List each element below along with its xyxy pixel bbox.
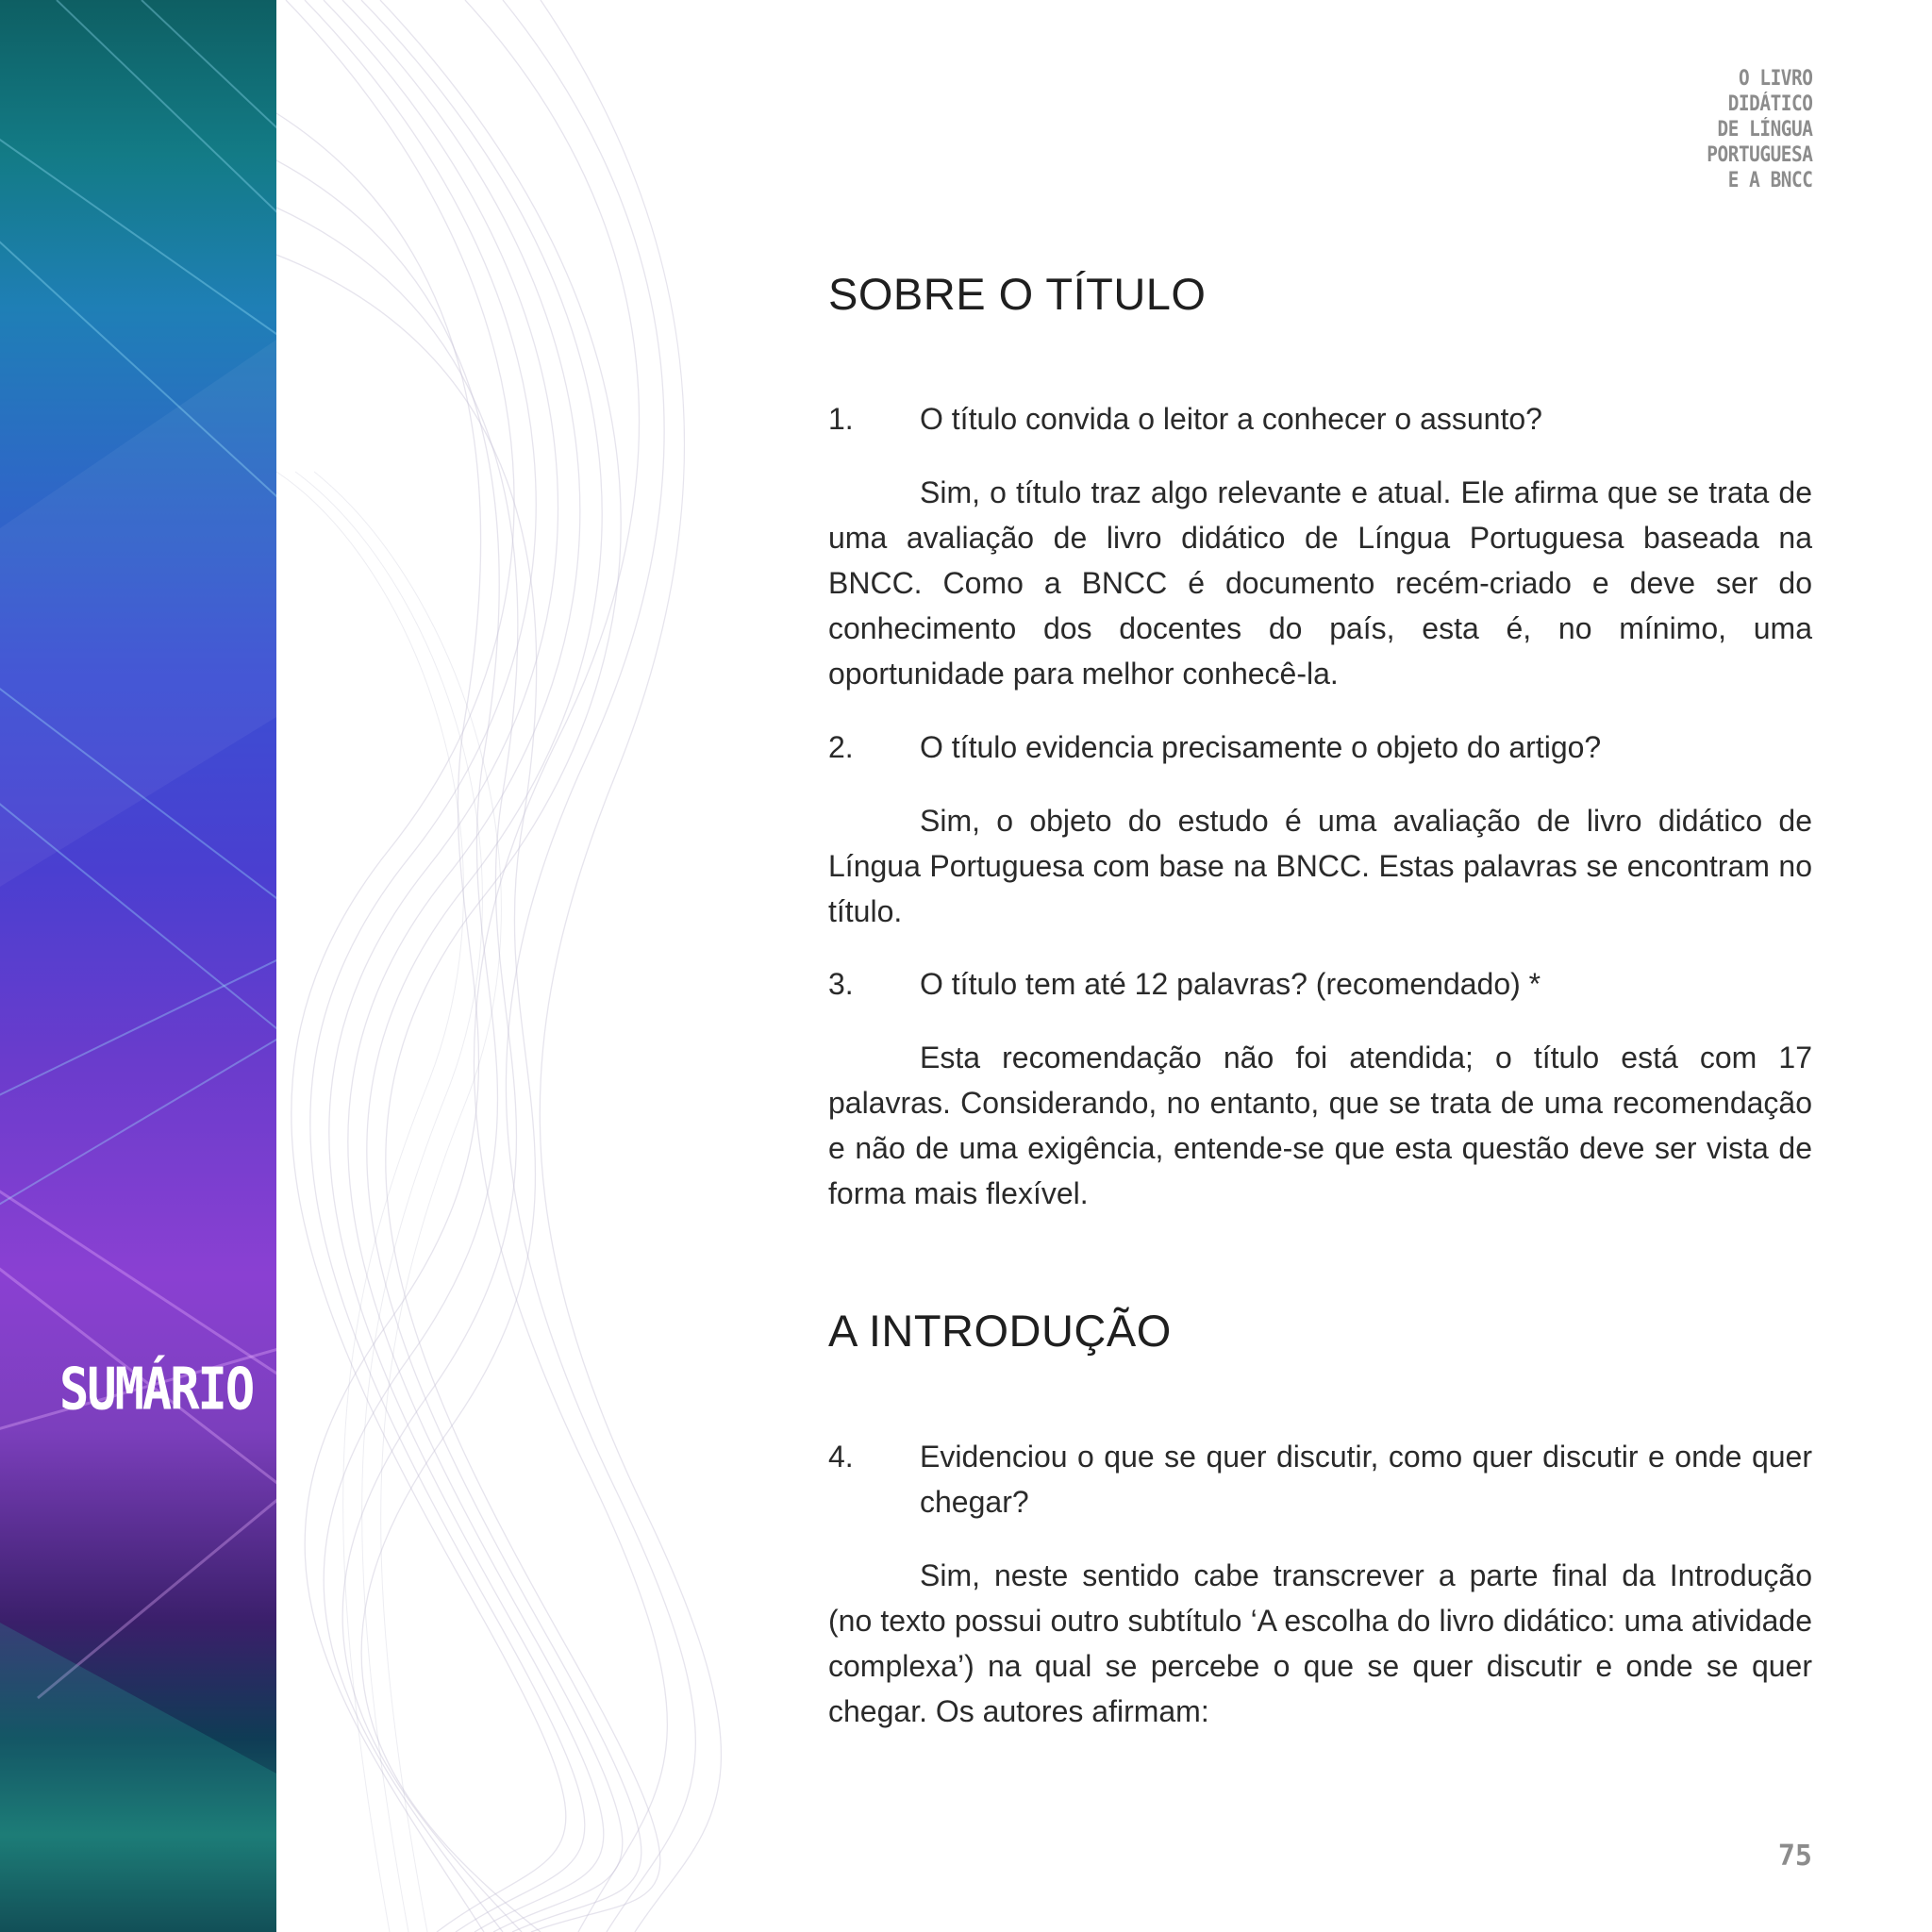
question-text: O título evidencia precisamente o objeto do artigo? [920,730,1602,764]
running-head-line: O LIVRO [1738,67,1812,91]
question-number: 2. [828,730,854,764]
question-number: 3. [828,967,854,1001]
question-item [828,1434,1812,1524]
answer-paragraph: Esta recomendação não foi atendida; o título está com 17 palavras. Considerando, no entanto, que se trata de uma recomendação e não de uma exigência, entende-se que esta questão deve ser vista de forma mais flexível. [828,1041,1812,1210]
section-title: SOBRE O TÍTULO [828,269,1207,319]
sumario-link[interactable]: SUMÁRIO [59,1357,254,1424]
question-text: O título convida o leitor a conhecer o assunto? [920,402,1542,436]
question-item [828,396,1812,441]
question-text: O título tem até 12 palavras? (recomendado) * [920,967,1541,1001]
answer-paragraph: Sim, o título traz algo relevante e atual. Ele afirma que se trata de uma avaliação de livro didático de Língua Portuguesa baseada na BNCC. Como a BNCC é documento recém-criado e deve ser do conhecimento dos docentes do país, esta é, no mínimo, uma oportunidade para melhor conhecê-la. [828,475,1812,691]
question-text: Evidenciou o que se quer discutir, como quer discutir e onde quer chegar? [920,1440,1812,1519]
answer-paragraph: Sim, o objeto do estudo é uma avaliação de livro didático de Língua Portuguesa com base na BNCC. Estas palavras se encontram no título. [828,804,1812,928]
answer-paragraph: Sim, neste sentido cabe transcrever a parte final da Introdução (no texto possui outro subtítulo ‘A escolha do livro didático: uma atividade complexa’) na qual se percebe o que se quer discutir e onde se quer chegar. Os autores afirmam: [828,1558,1812,1728]
sidebar-light-streaks [0,0,276,1932]
question-number: 4. [828,1440,854,1474]
section-title: A INTRODUÇÃO [828,1306,1172,1356]
question-item [828,724,1812,770]
decorative-wave-mesh [276,0,729,1932]
sidebar-panel [0,0,276,1932]
running-head-line: DIDÁTICO [1727,92,1812,116]
running-head-line: DE LÍNGUA [1717,118,1812,142]
question-item [828,961,1812,1007]
running-head [1692,66,1812,193]
question-number: 1. [828,402,854,436]
page-number: 75 [1777,1840,1812,1873]
running-head-line: PORTUGUESA [1706,143,1812,167]
running-head-line: E A BNCC [1727,169,1812,192]
